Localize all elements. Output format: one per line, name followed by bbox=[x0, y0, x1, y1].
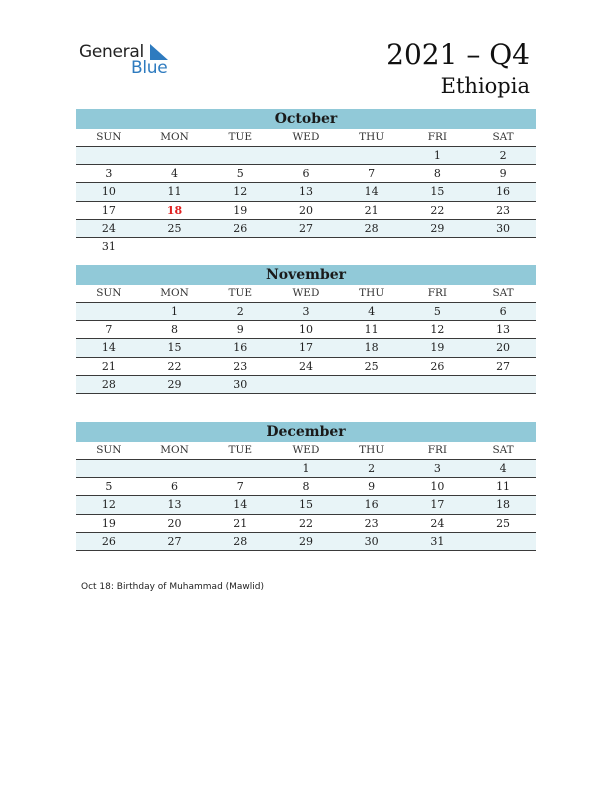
page-title: 2021 – Q4 bbox=[386, 38, 530, 71]
weekday-label: WED bbox=[292, 131, 320, 143]
day-cell: 10 bbox=[101, 185, 116, 199]
day-cell: 31 bbox=[430, 535, 445, 549]
day-cell: 25 bbox=[496, 516, 511, 530]
day-cell: 13 bbox=[167, 498, 182, 512]
week-row bbox=[76, 515, 536, 533]
day-cell: 17 bbox=[298, 341, 313, 355]
day-cell: 2 bbox=[499, 148, 507, 162]
empty-day-cell bbox=[339, 147, 405, 164]
day-cell: 23 bbox=[233, 359, 248, 373]
day-cell: 15 bbox=[430, 185, 445, 199]
weekday-label: WED bbox=[292, 287, 320, 299]
holiday-notes bbox=[81, 582, 264, 592]
week-row bbox=[76, 303, 536, 321]
day-cell: 21 bbox=[233, 516, 248, 530]
day-cell: 28 bbox=[233, 535, 248, 549]
weekday-label: MON bbox=[160, 287, 189, 299]
day-cell: 12 bbox=[430, 322, 445, 336]
day-cell: 29 bbox=[298, 535, 313, 549]
empty-day-cell bbox=[142, 460, 208, 477]
weekday-label: THU bbox=[359, 131, 385, 143]
day-cell: 20 bbox=[298, 203, 313, 217]
day-cell: 29 bbox=[167, 378, 182, 392]
day-cell: 27 bbox=[167, 535, 182, 549]
day-cell: 23 bbox=[364, 516, 379, 530]
day-cell: 13 bbox=[298, 185, 313, 199]
day-cell: 30 bbox=[233, 378, 248, 392]
weekday-label: TUE bbox=[228, 287, 253, 299]
empty-day-cell bbox=[76, 303, 142, 320]
day-cell: 5 bbox=[236, 166, 244, 180]
logo-blue-text: Blue bbox=[131, 58, 168, 78]
day-cell: 21 bbox=[101, 359, 116, 373]
empty-day-cell bbox=[405, 238, 471, 255]
empty-day-cell bbox=[339, 238, 405, 255]
weekday-header-row bbox=[76, 129, 536, 147]
week-row bbox=[76, 165, 536, 183]
week-row bbox=[76, 358, 536, 376]
day-cell: 18 bbox=[364, 341, 379, 355]
day-cell: 18 bbox=[496, 498, 511, 512]
day-cell: 12 bbox=[101, 498, 116, 512]
day-cell: 10 bbox=[430, 479, 445, 493]
week-row bbox=[76, 220, 536, 238]
day-cell: 16 bbox=[233, 341, 248, 355]
empty-day-cell bbox=[470, 376, 536, 393]
weekday-label: THU bbox=[359, 444, 385, 456]
weekday-label: FRI bbox=[427, 287, 448, 299]
empty-day-cell bbox=[207, 147, 273, 164]
day-cell: 8 bbox=[171, 322, 179, 336]
day-cell: 5 bbox=[105, 479, 113, 493]
empty-day-cell bbox=[273, 238, 339, 255]
week-row bbox=[76, 460, 536, 478]
day-cell: 27 bbox=[496, 359, 511, 373]
empty-day-cell bbox=[470, 238, 536, 255]
weekday-label: SUN bbox=[96, 131, 122, 143]
day-cell: 1 bbox=[433, 148, 441, 162]
day-cell: 17 bbox=[430, 498, 445, 512]
day-cell: 22 bbox=[430, 203, 445, 217]
weekday-label: THU bbox=[359, 287, 385, 299]
day-cell: 22 bbox=[167, 359, 182, 373]
day-cell: 13 bbox=[496, 322, 511, 336]
empty-day-cell bbox=[76, 460, 142, 477]
week-row bbox=[76, 183, 536, 201]
week-row bbox=[76, 376, 536, 394]
day-cell: 11 bbox=[364, 322, 379, 336]
day-cell: 9 bbox=[499, 166, 507, 180]
day-cell: 24 bbox=[101, 222, 116, 236]
week-row bbox=[76, 147, 536, 165]
week-row bbox=[76, 496, 536, 514]
day-cell: 14 bbox=[233, 498, 248, 512]
day-cell: 14 bbox=[101, 341, 116, 355]
empty-day-cell bbox=[207, 238, 273, 255]
weekday-label: FRI bbox=[427, 444, 448, 456]
day-cell: 24 bbox=[430, 516, 445, 530]
day-cell: 4 bbox=[368, 304, 376, 318]
day-cell: 1 bbox=[171, 304, 179, 318]
holiday-note: Oct 18: Birthday of Muhammad (Mawlid) bbox=[81, 582, 265, 592]
weekday-label: SAT bbox=[492, 287, 514, 299]
day-cell: 4 bbox=[499, 461, 507, 475]
day-cell: 30 bbox=[364, 535, 379, 549]
day-cell: 26 bbox=[233, 222, 248, 236]
logo bbox=[79, 42, 179, 80]
weekday-header-row bbox=[76, 442, 536, 460]
day-cell: 5 bbox=[433, 304, 441, 318]
country-name: Ethiopia bbox=[440, 74, 530, 98]
day-cell: 15 bbox=[167, 341, 182, 355]
day-cell: 26 bbox=[101, 535, 116, 549]
day-cell: 19 bbox=[101, 516, 116, 530]
day-cell: 24 bbox=[298, 359, 313, 373]
empty-day-cell bbox=[76, 147, 142, 164]
day-cell: 16 bbox=[364, 498, 379, 512]
day-cell: 20 bbox=[167, 516, 182, 530]
day-cell: 20 bbox=[496, 341, 511, 355]
month-october bbox=[76, 109, 536, 256]
day-cell: 7 bbox=[236, 479, 244, 493]
week-row bbox=[76, 202, 536, 220]
day-cell: 16 bbox=[496, 185, 511, 199]
weekday-header-row bbox=[76, 285, 536, 303]
weekday-label: SAT bbox=[492, 444, 514, 456]
day-cell: 22 bbox=[298, 516, 313, 530]
empty-day-cell bbox=[142, 238, 208, 255]
week-row bbox=[76, 321, 536, 339]
month-november bbox=[76, 265, 536, 394]
empty-day-cell bbox=[207, 460, 273, 477]
day-cell: 7 bbox=[368, 166, 376, 180]
day-cell: 6 bbox=[171, 479, 179, 493]
day-cell: 18 bbox=[166, 203, 183, 217]
day-cell: 12 bbox=[233, 185, 248, 199]
day-cell: 30 bbox=[496, 222, 511, 236]
week-row bbox=[76, 533, 536, 551]
weekday-label: TUE bbox=[228, 131, 253, 143]
day-cell: 1 bbox=[302, 461, 310, 475]
month-december bbox=[76, 422, 536, 551]
weekday-label: FRI bbox=[427, 131, 448, 143]
weekday-label: WED bbox=[292, 444, 320, 456]
empty-day-cell bbox=[273, 147, 339, 164]
day-cell: 8 bbox=[302, 479, 310, 493]
empty-day-cell bbox=[142, 147, 208, 164]
day-cell: 6 bbox=[499, 304, 507, 318]
weekday-label: MON bbox=[160, 444, 189, 456]
day-cell: 14 bbox=[364, 185, 379, 199]
day-cell: 10 bbox=[298, 322, 313, 336]
day-cell: 4 bbox=[171, 166, 179, 180]
day-cell: 23 bbox=[496, 203, 511, 217]
day-cell: 19 bbox=[233, 203, 248, 217]
day-cell: 25 bbox=[167, 222, 182, 236]
day-cell: 3 bbox=[433, 461, 441, 475]
day-cell: 11 bbox=[167, 185, 182, 199]
weekday-label: TUE bbox=[228, 444, 253, 456]
day-cell: 28 bbox=[101, 378, 116, 392]
weekday-label: SAT bbox=[492, 131, 514, 143]
weekday-label: MON bbox=[160, 131, 189, 143]
day-cell: 29 bbox=[430, 222, 445, 236]
month-header: December bbox=[76, 422, 536, 442]
empty-day-cell bbox=[273, 376, 339, 393]
month-header: October bbox=[76, 109, 536, 129]
day-cell: 31 bbox=[101, 240, 116, 254]
day-cell: 11 bbox=[496, 479, 511, 493]
week-row bbox=[76, 339, 536, 357]
empty-day-cell bbox=[405, 376, 471, 393]
empty-day-cell bbox=[339, 376, 405, 393]
day-cell: 21 bbox=[364, 203, 379, 217]
weekday-label: SUN bbox=[96, 444, 122, 456]
day-cell: 25 bbox=[364, 359, 379, 373]
day-cell: 2 bbox=[368, 461, 376, 475]
week-row bbox=[76, 238, 536, 255]
day-cell: 7 bbox=[105, 322, 113, 336]
empty-day-cell bbox=[470, 533, 536, 550]
day-cell: 9 bbox=[236, 322, 244, 336]
day-cell: 19 bbox=[430, 341, 445, 355]
weekday-label: SUN bbox=[96, 287, 122, 299]
day-cell: 3 bbox=[105, 166, 113, 180]
day-cell: 2 bbox=[236, 304, 244, 318]
day-cell: 9 bbox=[368, 479, 376, 493]
day-cell: 17 bbox=[101, 203, 116, 217]
day-cell: 27 bbox=[298, 222, 313, 236]
logo-general-text: General bbox=[79, 42, 144, 62]
day-cell: 6 bbox=[302, 166, 310, 180]
day-cell: 26 bbox=[430, 359, 445, 373]
day-cell: 3 bbox=[302, 304, 310, 318]
month-header: November bbox=[76, 265, 536, 285]
day-cell: 28 bbox=[364, 222, 379, 236]
day-cell: 15 bbox=[298, 498, 313, 512]
day-cell: 8 bbox=[433, 166, 441, 180]
week-row bbox=[76, 478, 536, 496]
